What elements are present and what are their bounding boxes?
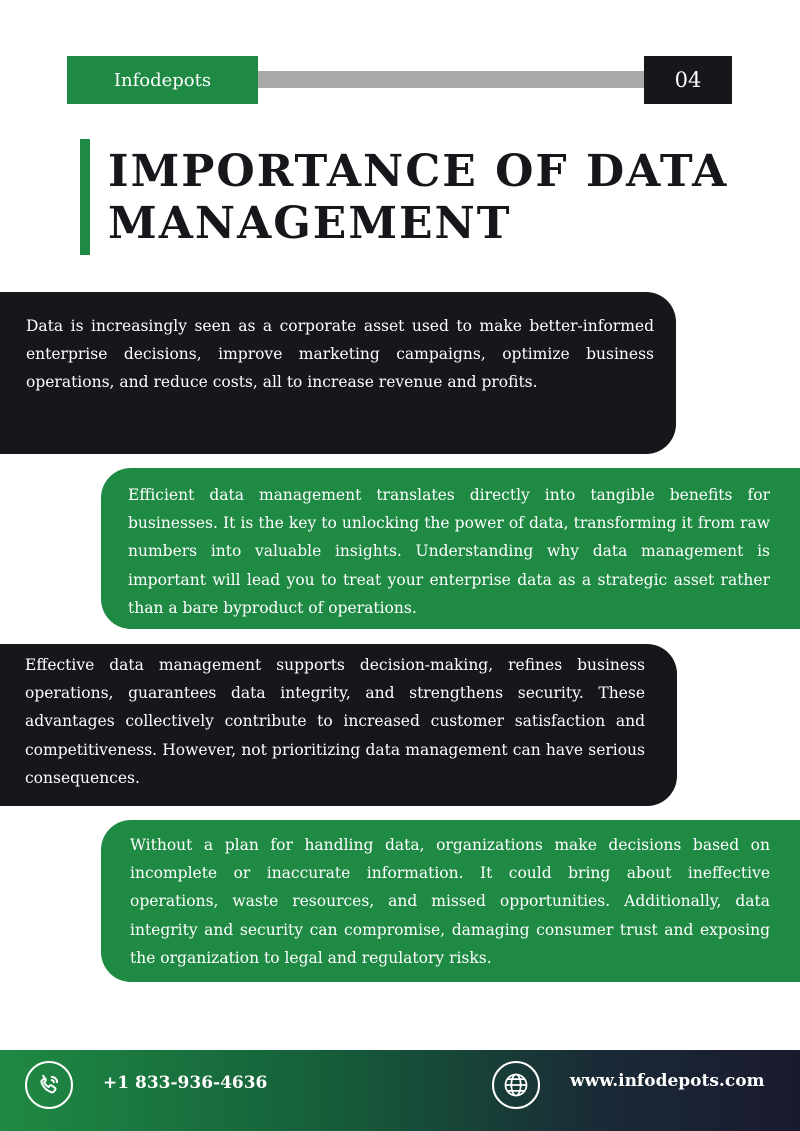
page-title: IMPORTANCE OF DATA MANAGEMENT bbox=[108, 146, 729, 249]
paragraph-1: Data is increasingly seen as a corporate asset used to make better-informed enterprise decisions, improve marketing campaigns, optimize business operations, and reduce costs, all to increase revenue and profits. bbox=[0, 292, 676, 454]
paragraph-2: Efficient data management translates directly into tangible benefits for businesses. It is the key to unlocking the power of data, transforming it from raw numbers into valuable insights. Understanding why data management is important will lead you to treat your enterprise data as a strategic asset rather than a bare byproduct of operations. bbox=[101, 468, 800, 629]
paragraph-4: Without a plan for handling data, organizations make decisions based on incomplete or inaccurate information. It could bring about ineffective operations, waste resources, and missed opportunities. Additionally, data integrity and security can compromise, damaging consumer trust and exposing the organization to legal and regulatory risks. bbox=[101, 820, 800, 982]
website-link[interactable]: www.infodepots.com bbox=[570, 1071, 765, 1091]
paragraph-3: Effective data management supports decision-making, refines business operations, guarantees data integrity, and strengthens security. These advantages collectively contribute to increased customer satisfaction and competitiveness. However, not prioritizing data management can have serious consequences. bbox=[0, 644, 677, 806]
phone-icon[interactable] bbox=[25, 1061, 73, 1109]
phone-number[interactable]: +1 833-936-4636 bbox=[103, 1073, 268, 1093]
header-divider-bar bbox=[258, 71, 644, 88]
brand-label: Infodepots bbox=[67, 56, 258, 104]
title-accent-bar bbox=[80, 139, 90, 255]
page-number: 04 bbox=[644, 56, 732, 104]
globe-icon[interactable] bbox=[492, 1061, 540, 1109]
